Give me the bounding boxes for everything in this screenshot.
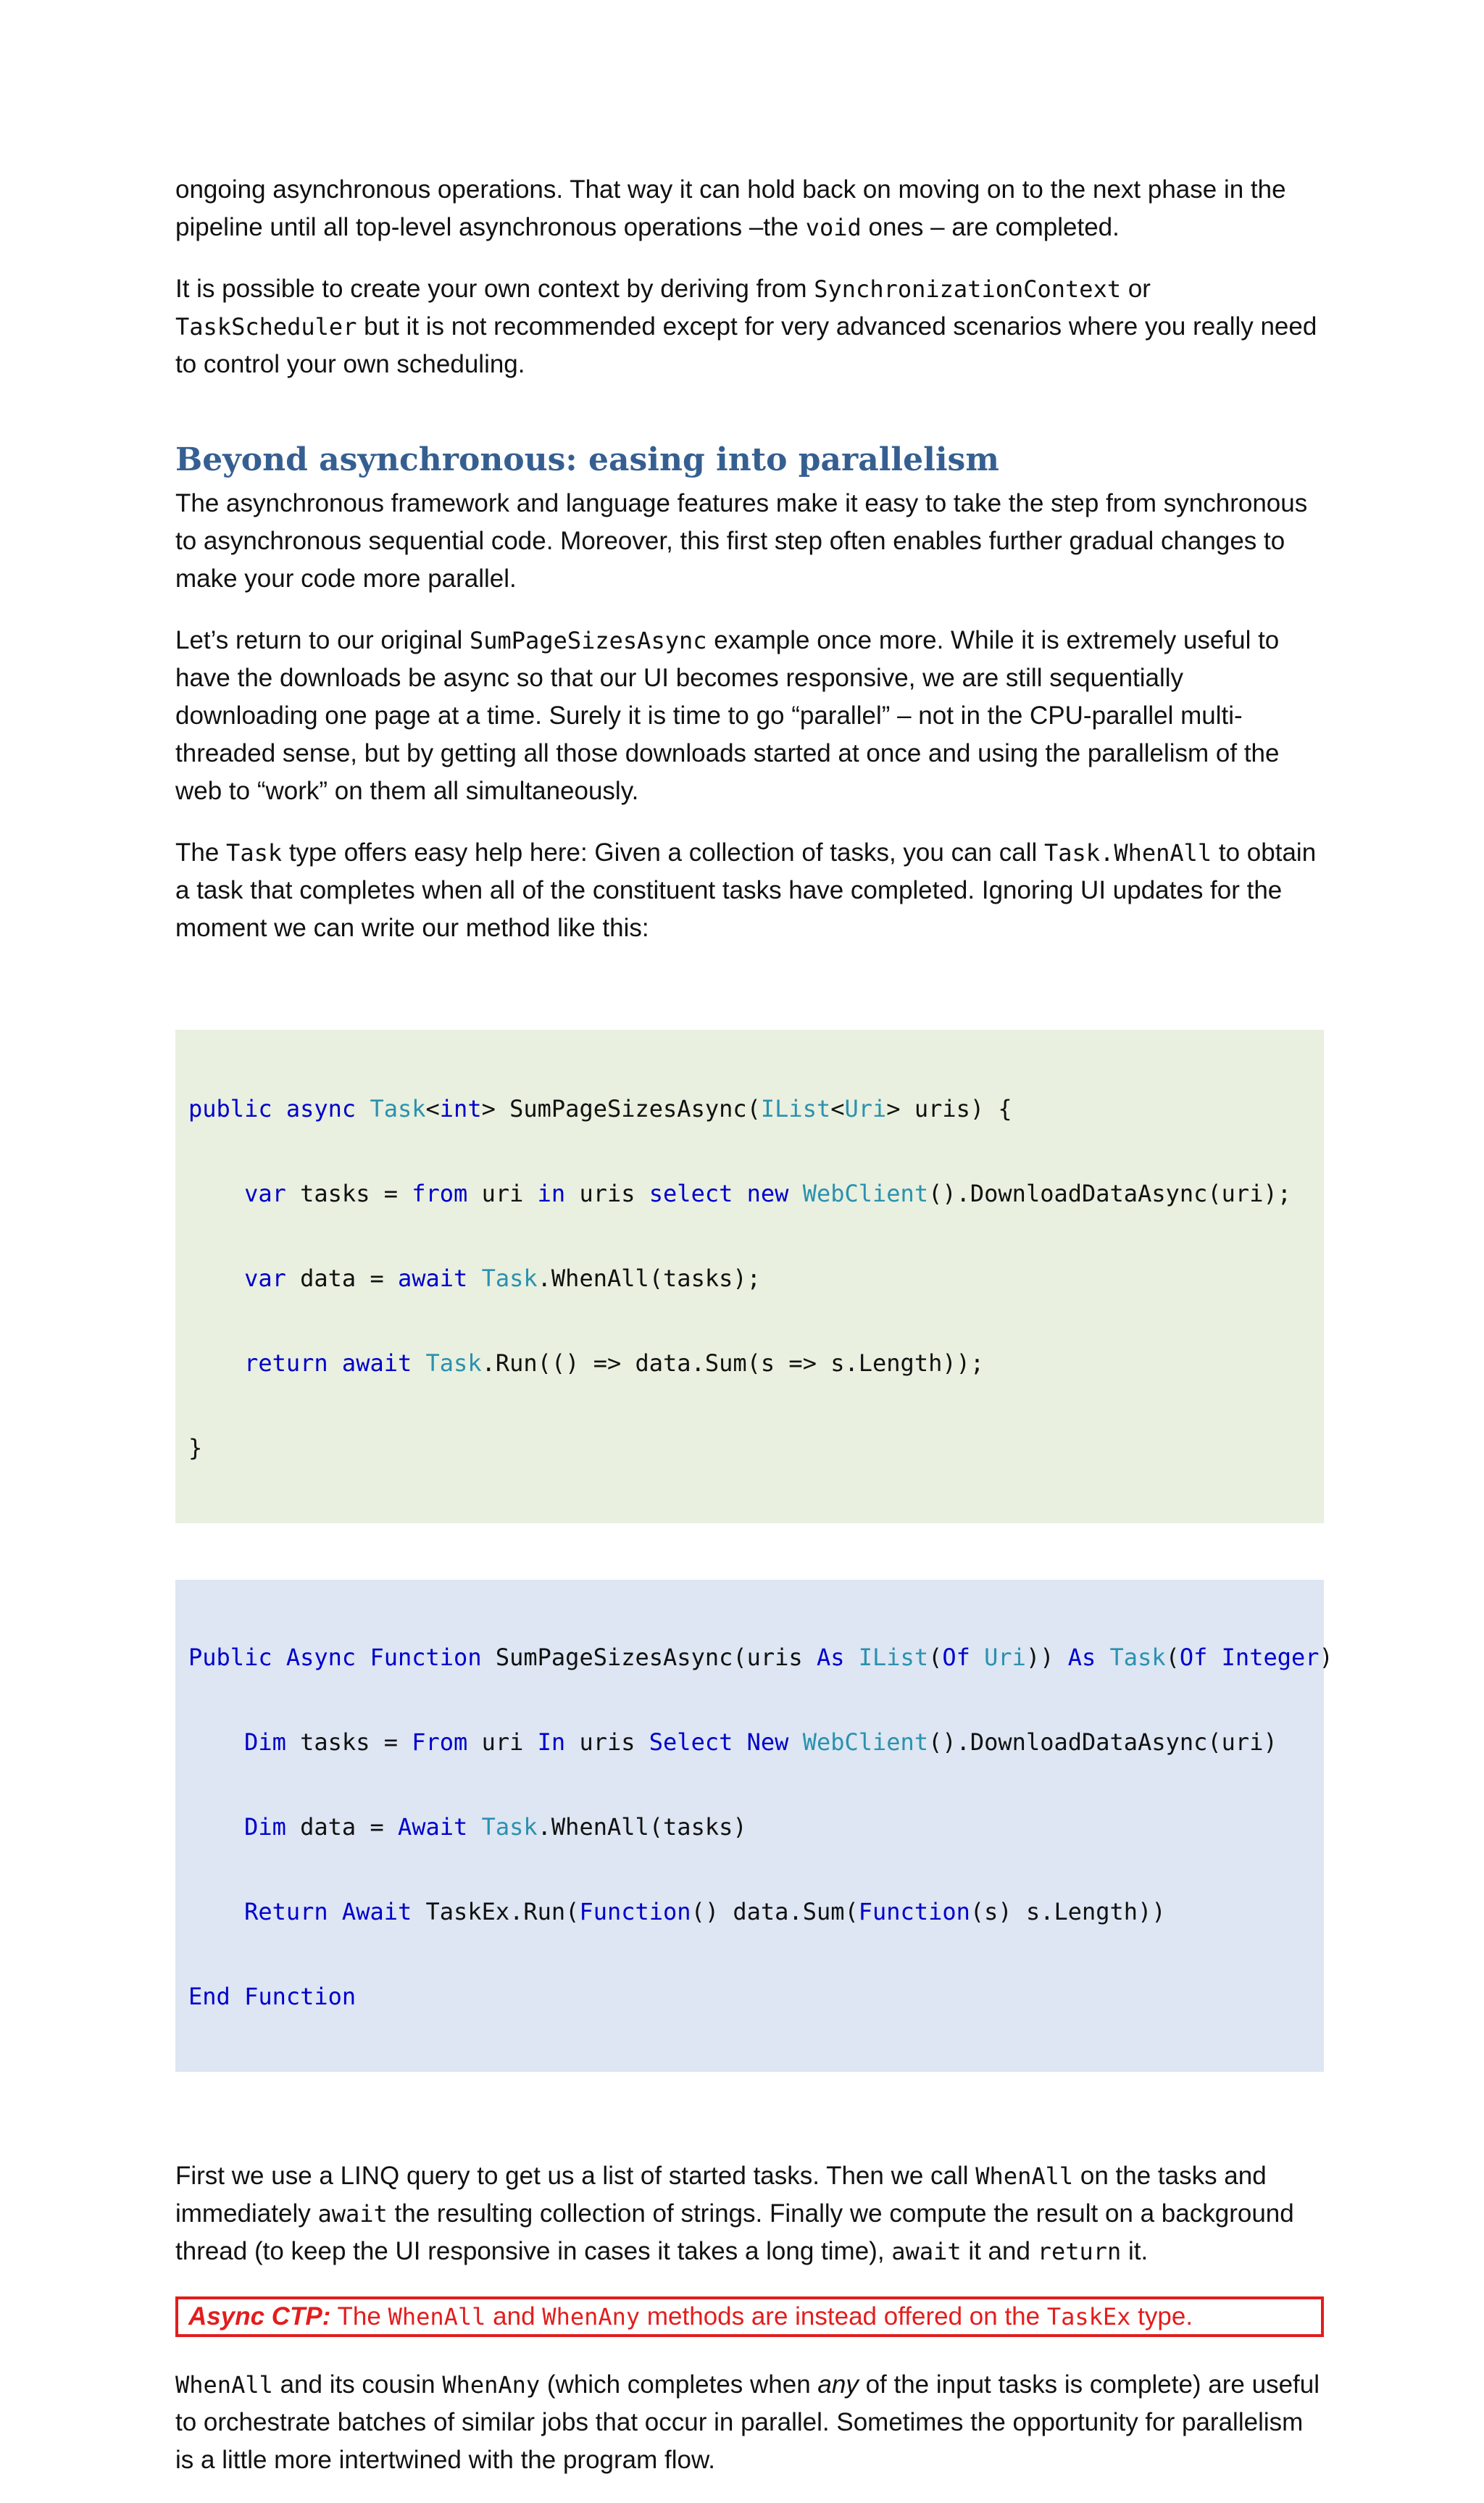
inline-code: WhenAll bbox=[388, 2303, 486, 2331]
csharp-code-block bbox=[175, 1030, 1324, 1523]
paragraph-linq-explanation: First we use a LINQ query to get us a list of started tasks. Then we call WhenAll on the tasks and immediately await the resulting collection of strings. Finally we compute the result on a background thread (to keep the UI responsive in cases it takes a long time), await it and return it. bbox=[175, 2162, 1294, 2265]
paragraph-whenall: The Task type offers easy help here: Given a collection of tasks, you can call Task.WhenAll to obtain a task that completes when all of the constituent tasks have completed. Ignoring UI updates for the moment we can write our method like this: bbox=[175, 838, 1317, 942]
inline-code: TaskScheduler bbox=[175, 313, 357, 341]
code-line: Return Await TaskEx.Run(Function() data.Sum(Function(s) s.Length)) bbox=[244, 1898, 1166, 1925]
vb-code-block bbox=[175, 1580, 1333, 2072]
inline-code: WhenAny bbox=[542, 2303, 641, 2331]
section-heading: Beyond asynchronous: easing into parallelism bbox=[175, 441, 999, 478]
inline-code: await bbox=[317, 2200, 388, 2228]
async-ctp-note: Async CTP: The WhenAll and WhenAny methods are instead offered on the TaskEx type. bbox=[175, 2296, 1324, 2337]
note-label: Async CTP: bbox=[188, 2302, 331, 2331]
paragraph-whenany: WhenAll and its cousin WhenAny (which completes when any of the input tasks is complete) are useful to orchestrate batches of similar jobs that occur in parallel. Sometimes the opportunity for parallelism is a little more intertwined with the program flow. bbox=[175, 2370, 1320, 2474]
inline-code: SumPageSizesAsync bbox=[469, 627, 707, 654]
inline-code: TaskEx bbox=[1046, 2303, 1131, 2331]
emphasis: any bbox=[817, 2370, 859, 2399]
code-line: public async Task<int> SumPageSizesAsync(IList<Uri> uris) { bbox=[188, 1095, 1012, 1123]
code-line: Dim data = Await Task.WhenAll(tasks) bbox=[244, 1813, 747, 1841]
inline-code: return bbox=[1037, 2238, 1122, 2265]
paragraph-sumpagesizes: Let’s return to our original SumPageSizesAsync example once more. While it is extremely useful to have the downloads be async so that our UI becomes responsive, we are still sequentially downloading one page at a time. Surely it is time to go “parallel” – not in the CPU-parallel multi-threaded sense, but by getting all those downloads started at once and using the parallelism of the web to “work” on them all simultaneously. bbox=[175, 626, 1280, 805]
page-content bbox=[175, 171, 1333, 2503]
paragraph-custom-context: It is possible to create your own context by deriving from SynchronizationContext or TaskScheduler but it is not recommended except for very advanced scenarios where you really need to control your own scheduling. bbox=[175, 275, 1317, 378]
code-line: return await Task.Run(() => data.Sum(s => s.Length)); bbox=[244, 1349, 985, 1377]
inline-code: WhenAll bbox=[975, 2162, 1074, 2190]
code-line: Public Async Function SumPageSizesAsync(uris As IList(Of Uri)) As Task(Of Integer) bbox=[188, 1644, 1333, 1671]
code-line: var tasks = from uri in uris select new WebClient().DownloadDataAsync(uri); bbox=[244, 1180, 1291, 1207]
code-sample bbox=[175, 973, 1333, 2128]
inline-code: WhenAny bbox=[442, 2371, 541, 2399]
inline-code: SynchronizationContext bbox=[814, 275, 1122, 303]
inline-code: void bbox=[805, 214, 862, 241]
code-line: } bbox=[188, 1434, 203, 1462]
inline-code: await bbox=[891, 2238, 962, 2265]
inline-code: Task.WhenAll bbox=[1043, 839, 1212, 867]
paragraph-continuation: ongoing asynchronous operations. That way it can hold back on moving on to the next phase in the pipeline until all top-level asynchronous operations –the void ones – are completed. bbox=[175, 175, 1286, 241]
code-line: Dim tasks = From uri In uris Select New WebClient().DownloadDataAsync(uri) bbox=[244, 1728, 1277, 1756]
code-line: End Function bbox=[188, 1983, 357, 2010]
inline-code: Task bbox=[226, 839, 283, 867]
code-line: var data = await Task.WhenAll(tasks); bbox=[244, 1265, 761, 1292]
inline-code: WhenAll bbox=[175, 2371, 273, 2399]
paragraph-intro: The asynchronous framework and language features make it easy to take the step from synchronous to asynchronous sequential code. Moreover, this first step often enables further gradual changes to make your code more parallel. bbox=[175, 489, 1308, 593]
